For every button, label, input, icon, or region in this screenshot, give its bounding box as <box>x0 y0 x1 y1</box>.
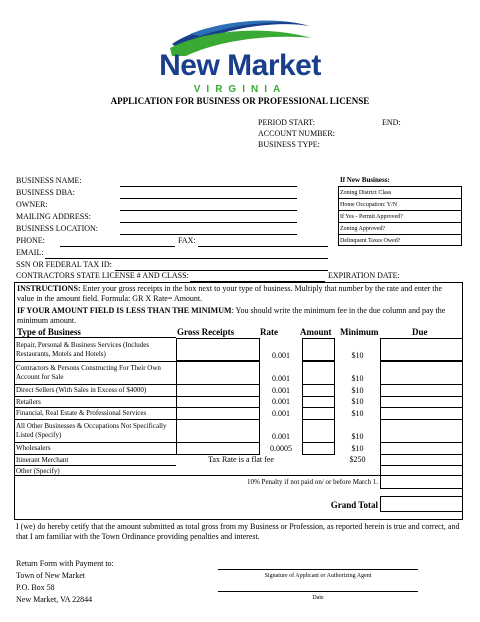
header-gross-receipts: Gross Receipts <box>177 327 235 337</box>
signature-line[interactable] <box>218 569 418 570</box>
new-business-heading: If New Business: <box>340 176 390 184</box>
mailing-address-label: MAILING ADDRESS: <box>16 212 91 221</box>
header-minimum: Minimum <box>340 327 379 337</box>
phone-label: PHONE: <box>16 236 45 245</box>
table-row-type: Wholesalers <box>16 444 51 452</box>
table-row-type: All Other Businesses & Occupations Not Specifically Listed (Specify) <box>16 422 167 439</box>
table-row-minimum: $250 <box>349 455 366 464</box>
return-address-line: Town of New Market <box>16 571 85 580</box>
logo <box>150 4 330 96</box>
logo-name: New Market <box>159 49 321 82</box>
penalty-input[interactable] <box>380 475 463 489</box>
new-business-item: Home Occupation: Y/N <box>340 202 398 208</box>
date-line[interactable] <box>218 591 418 592</box>
table-row-minimum: $10 <box>351 432 364 441</box>
due-input[interactable] <box>380 338 463 361</box>
amount-input[interactable] <box>302 442 335 455</box>
table-row-minimum: $10 <box>351 409 364 418</box>
header-due: Due <box>412 327 428 337</box>
instructions-label: INSTRUCTIONS: <box>17 284 81 293</box>
minimum-instructions <box>17 306 460 326</box>
expiration-date-label: EXPIRATION DATE: <box>328 271 400 280</box>
fax-label: FAX: <box>178 236 196 245</box>
return-address-line: New Market, VA 22844 <box>16 595 93 604</box>
business-location-label: BUSINESS LOCATION: <box>16 224 99 233</box>
table-row-rate: Tax Rate is a flat fee <box>208 455 274 464</box>
email-label: EMAIL: <box>16 248 44 257</box>
table-row-minimum: $10 <box>351 397 364 406</box>
table-row-type: Other (Specify) <box>16 467 60 475</box>
table-row-type: Financial, Real Estate & Professional Services <box>16 409 147 417</box>
table-row-type: Contractors & Persons Constructing For Their Own Account for Sale <box>16 364 161 381</box>
instructions-text: Enter your gross receipts in the box next to your type of business. Multiply that number by the rate and enter the value in the amount field. Formula: GR X Rate= Amount. <box>17 284 443 303</box>
email-field[interactable] <box>45 258 328 259</box>
business-name-label: BUSINESS NAME: <box>16 176 82 185</box>
period-end-label: END: <box>382 118 401 127</box>
owner-label: OWNER: <box>16 200 48 209</box>
new-business-item: Zoning District Class <box>340 190 392 196</box>
certification-statement: I (we) do hereby cetify that the amount submitted as total gross from my Business or Profession, as reported herein is true and correct, and that I am familiar with the Town Ordinance providing penalties and interest. <box>16 522 460 541</box>
return-address-line: P.O. Box 58 <box>16 583 55 592</box>
amount-input[interactable] <box>302 338 335 361</box>
table-row-minimum: $10 <box>351 374 364 383</box>
gross-receipts-input[interactable] <box>176 338 260 361</box>
grand-total-label: Grand Total <box>330 500 378 510</box>
gross-receipts-input[interactable] <box>176 442 260 455</box>
table-row-rate: 0.0005 <box>270 444 292 453</box>
return-heading: Return Form with Payment to: <box>16 559 114 568</box>
period-start-label: PERIOD START: <box>258 118 315 127</box>
date-label: Date <box>312 595 324 601</box>
ssn-label: SSN OR FEDERAL TAX ID: <box>16 260 112 269</box>
amount-input[interactable] <box>302 361 335 385</box>
gross-receipts-input[interactable] <box>176 419 260 443</box>
header-rate: Rate <box>260 327 278 337</box>
penalty-note: 10% Penalty if not paid on/ or before March 1. <box>246 478 378 486</box>
table-row-type: Itinerant Merchant <box>16 456 69 464</box>
table-row-minimum: $10 <box>351 351 364 360</box>
gross-receipts-input[interactable] <box>176 361 260 385</box>
business-location-field[interactable] <box>120 234 297 235</box>
contractors-license-label: CONTRACTORS STATE LICENSE # AND CLASS: <box>16 271 189 280</box>
table-row-type: Repair, Personal & Business Services (Includes Restaurants, Motels and Hotels) <box>16 341 150 358</box>
table-row-minimum: $10 <box>351 386 364 395</box>
signature-label: Signature of Applicant or Authorizing Agent <box>264 573 372 579</box>
table-row-minimum: $10 <box>351 444 364 453</box>
phone-field[interactable] <box>60 246 175 247</box>
form-title: APPLICATION FOR BUSINESS OR PROFESSIONAL LICENSE <box>110 96 370 106</box>
new-business-item: Delinquent Taxes Owed? <box>340 238 401 244</box>
due-input[interactable] <box>380 361 463 385</box>
table-row-rate: 0.001 <box>272 432 290 441</box>
instructions <box>17 284 460 304</box>
table-row-type: Direct Sellers (With Sales in Excess of $4000) <box>16 386 147 394</box>
mailing-address-field[interactable] <box>120 222 297 223</box>
header-amount: Amount <box>300 327 332 337</box>
table-row-rate: 0.001 <box>272 409 290 418</box>
minimum-instructions-label: IF YOUR AMOUNT FIELD IS LESS THAN THE MINIMUM <box>17 306 232 315</box>
business-name-field[interactable] <box>120 186 297 187</box>
header-type: Type of Business <box>17 327 81 337</box>
amount-input[interactable] <box>302 419 335 443</box>
account-number-label: ACCOUNT NUMBER: <box>258 129 335 138</box>
logo-state: VIRGINIA <box>193 84 287 95</box>
new-business-item: If Yes - Permit Approved? <box>340 214 403 220</box>
grand-total-input[interactable] <box>380 496 463 512</box>
table-row-rate: 0.001 <box>272 374 290 383</box>
table-row-rate: 0.001 <box>272 386 290 395</box>
business-type-label: BUSINESS TYPE: <box>258 140 320 149</box>
table-row-rate: 0.001 <box>272 351 290 360</box>
table-row-rate: 0.001 <box>272 397 290 406</box>
minimum-instructions-text: : You should write the minimum fee in the due column and pay the minimum amount. <box>17 306 446 325</box>
owner-field[interactable] <box>120 210 297 211</box>
table-row-type: Retailers <box>16 398 41 406</box>
business-dba-label: BUSINESS DBA: <box>16 188 75 197</box>
due-input[interactable] <box>380 419 463 443</box>
fax-field[interactable] <box>198 246 328 247</box>
new-business-item: Zoning Approved? <box>340 226 386 232</box>
business-dba-field[interactable] <box>120 198 297 199</box>
